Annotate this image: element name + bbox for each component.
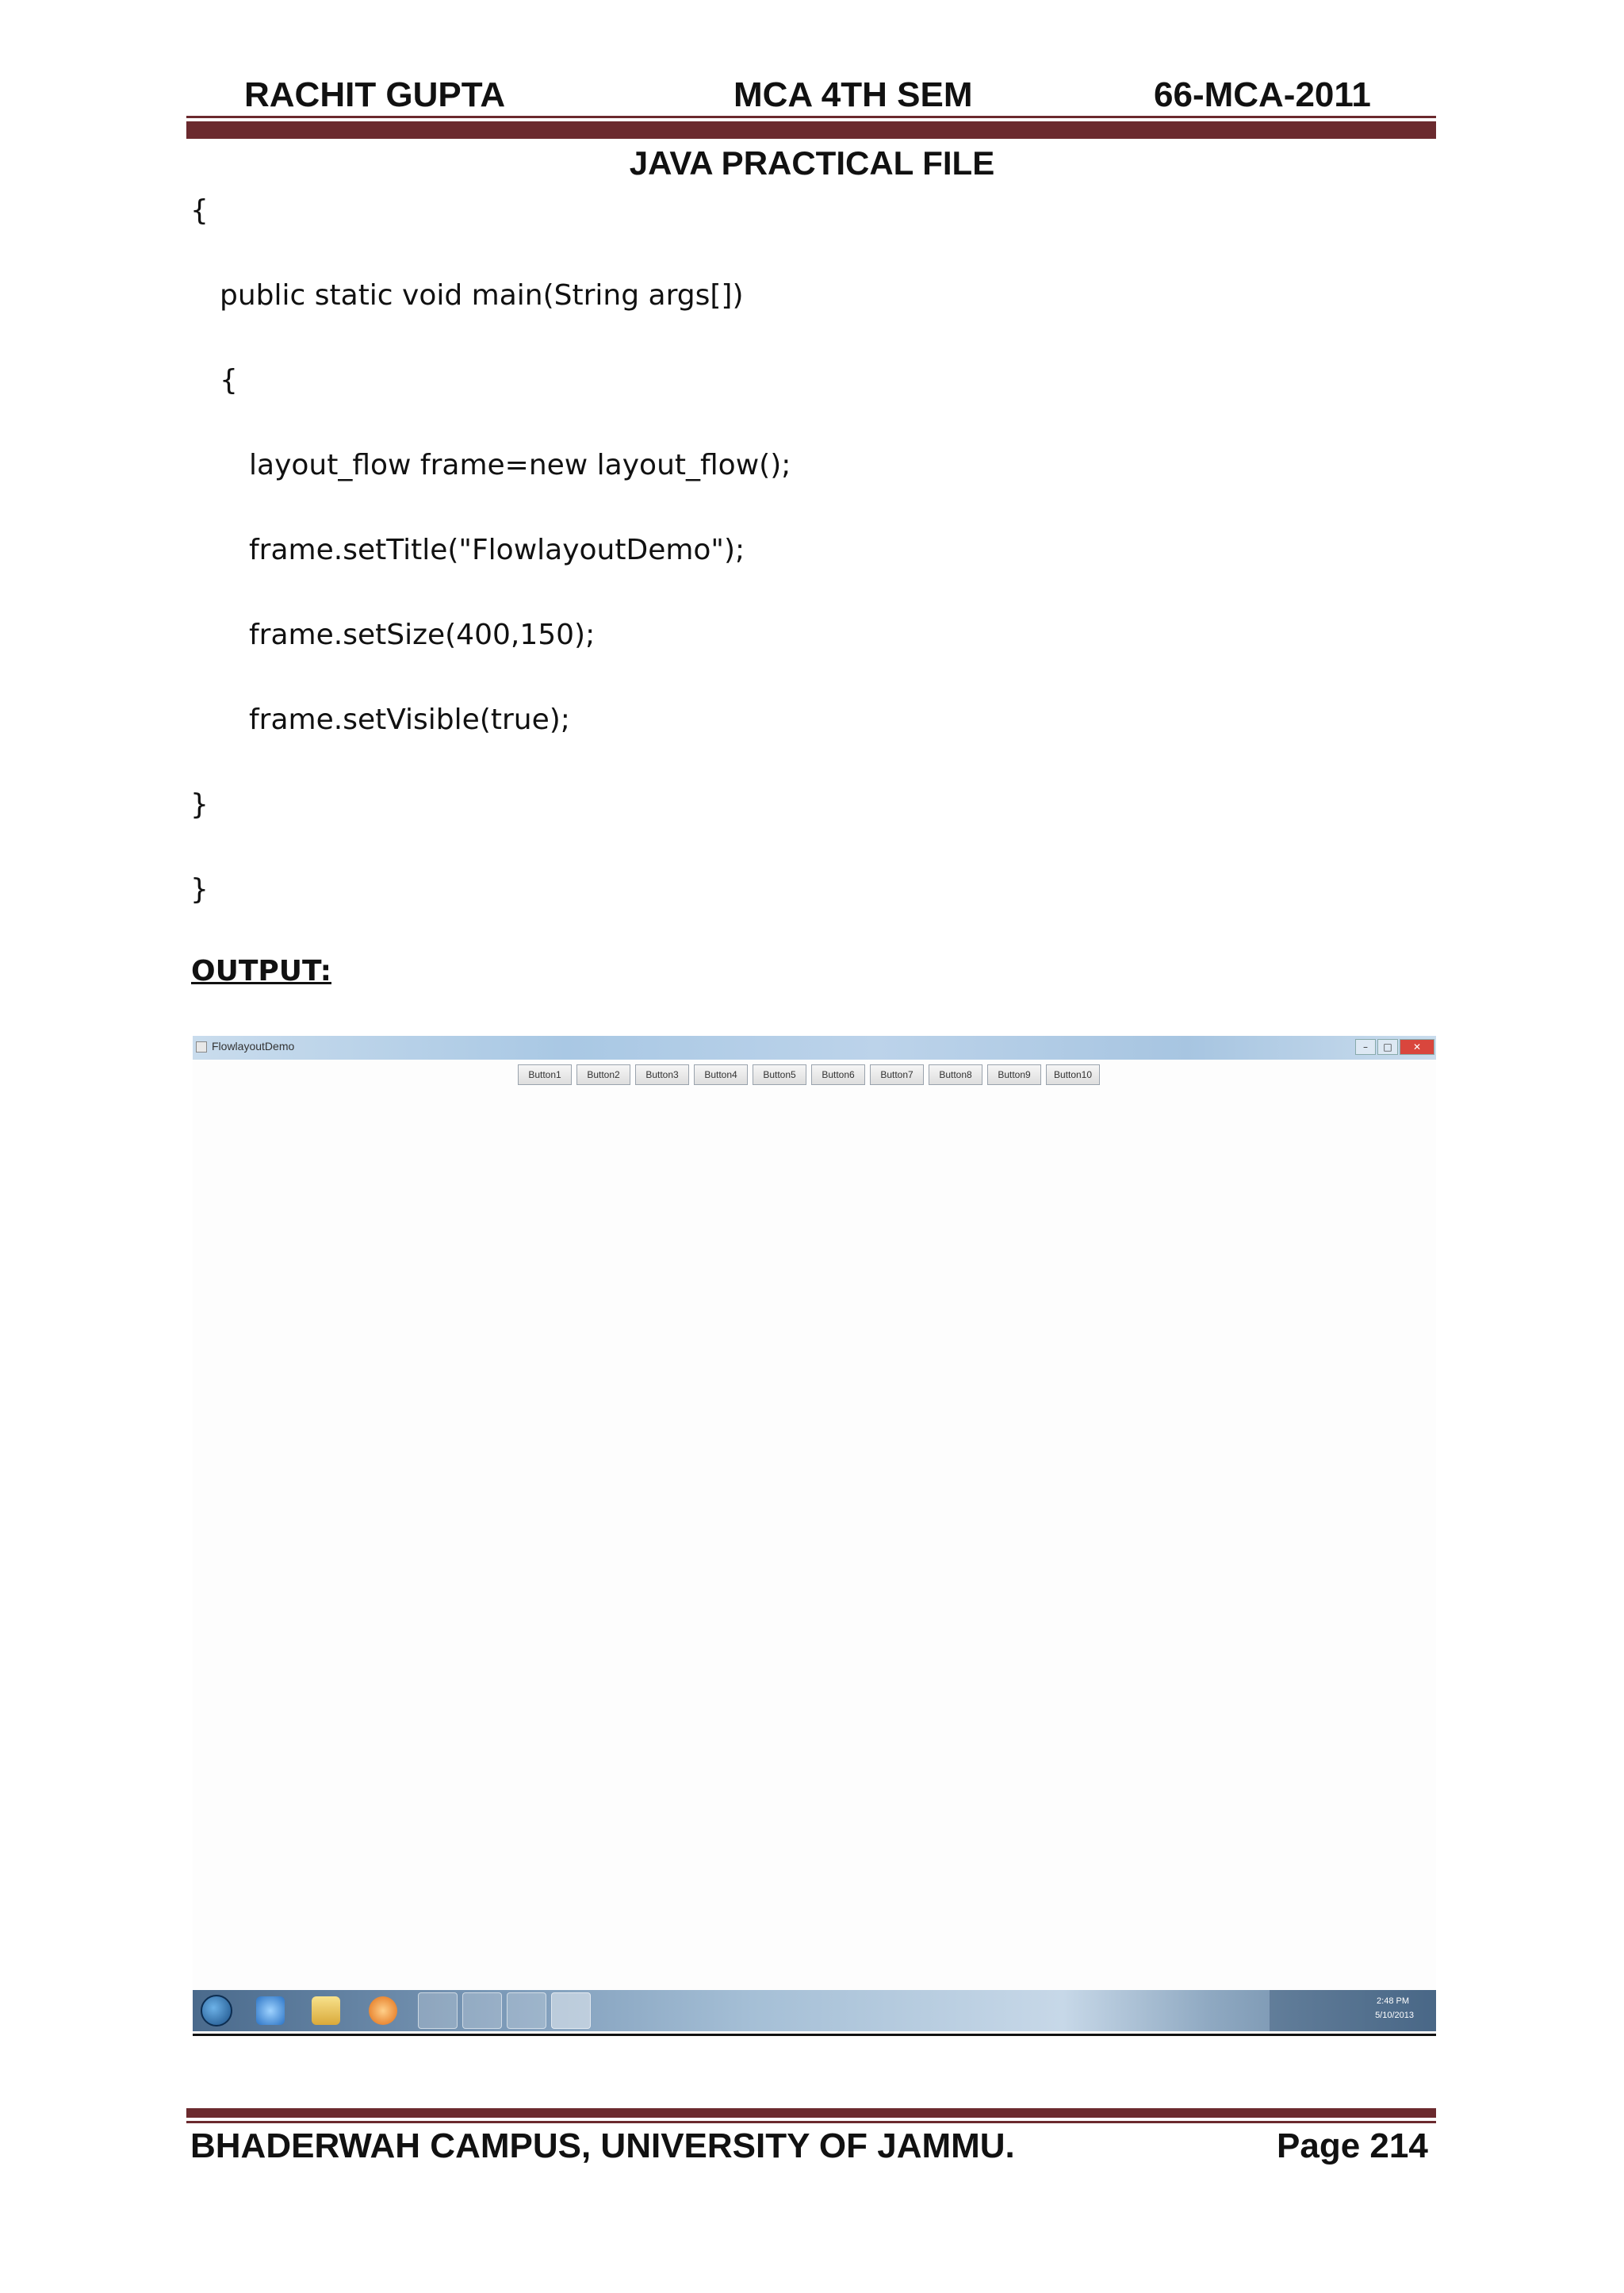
button-2[interactable]: Button2 [576,1064,630,1085]
button-8[interactable]: Button8 [929,1064,982,1085]
button-7[interactable]: Button7 [870,1064,924,1085]
screenshot-bottom-border [193,2034,1436,2036]
code-line: frame.setVisible(true); [249,704,570,736]
internet-explorer-icon[interactable] [256,1996,285,2025]
word-app-icon[interactable] [418,1992,458,2029]
close-icon[interactable]: ✕ [1400,1039,1434,1055]
button-1[interactable]: Button1 [518,1064,572,1085]
code-line: frame.setTitle("FlowlayoutDemo"); [249,534,745,566]
output-label: OUTPUT: [191,955,331,987]
clock-date: 5/10/2013 [1375,2011,1414,2020]
output-screenshot [193,1036,1436,2038]
code-line: { [190,194,209,227]
code-line: frame.setSize(400,150); [249,619,596,651]
footer-divider-thin [186,2121,1436,2123]
header-semester: MCA 4TH SEM [733,75,973,114]
taskbar [193,1990,1436,2031]
footer-divider-thick [186,2108,1436,2118]
code-line: } [190,788,209,821]
clock-time: 2:48 PM [1377,1996,1409,2006]
code-line: public static void main(String args[]) [220,279,744,312]
flow-layout-button-row [518,1064,1100,1085]
header-divider-thin [186,116,1436,118]
media-player-icon[interactable] [369,1996,397,2025]
footer-campus: BHADERWAH CAMPUS, UNIVERSITY OF JAMMU. [190,2126,1015,2165]
button-6[interactable]: Button6 [811,1064,865,1085]
window-title: FlowlayoutDemo [212,1040,295,1053]
system-tray [1270,1990,1436,2031]
start-button-icon[interactable] [201,1995,232,2027]
java-app-icon [196,1041,207,1053]
notepad-app-icon[interactable] [507,1992,546,2029]
button-9[interactable]: Button9 [987,1064,1041,1085]
cube-app-icon[interactable] [462,1992,502,2029]
code-line: } [190,873,209,906]
code-line: layout_flow frame=new layout_flow(); [249,449,791,481]
page-number: Page 214 [1277,2126,1428,2165]
code-line: { [220,364,238,397]
button-4[interactable]: Button4 [694,1064,748,1085]
header-roll-number: 66-MCA-2011 [1154,75,1371,114]
minimize-icon[interactable]: – [1355,1039,1376,1055]
header-author-name: RACHIT GUPTA [244,75,506,114]
window-titlebar [193,1036,1436,1060]
button-10[interactable]: Button10 [1046,1064,1100,1085]
button-3[interactable]: Button3 [635,1064,689,1085]
header-divider-thick [186,121,1436,139]
maximize-icon[interactable]: □ [1377,1039,1398,1055]
folder-icon[interactable] [312,1996,340,2025]
window-controls [1355,1039,1434,1055]
java-app-taskbar-icon[interactable] [551,1992,591,2029]
button-5[interactable]: Button5 [753,1064,806,1085]
page-title: JAVA PRACTICAL FILE [629,144,995,182]
